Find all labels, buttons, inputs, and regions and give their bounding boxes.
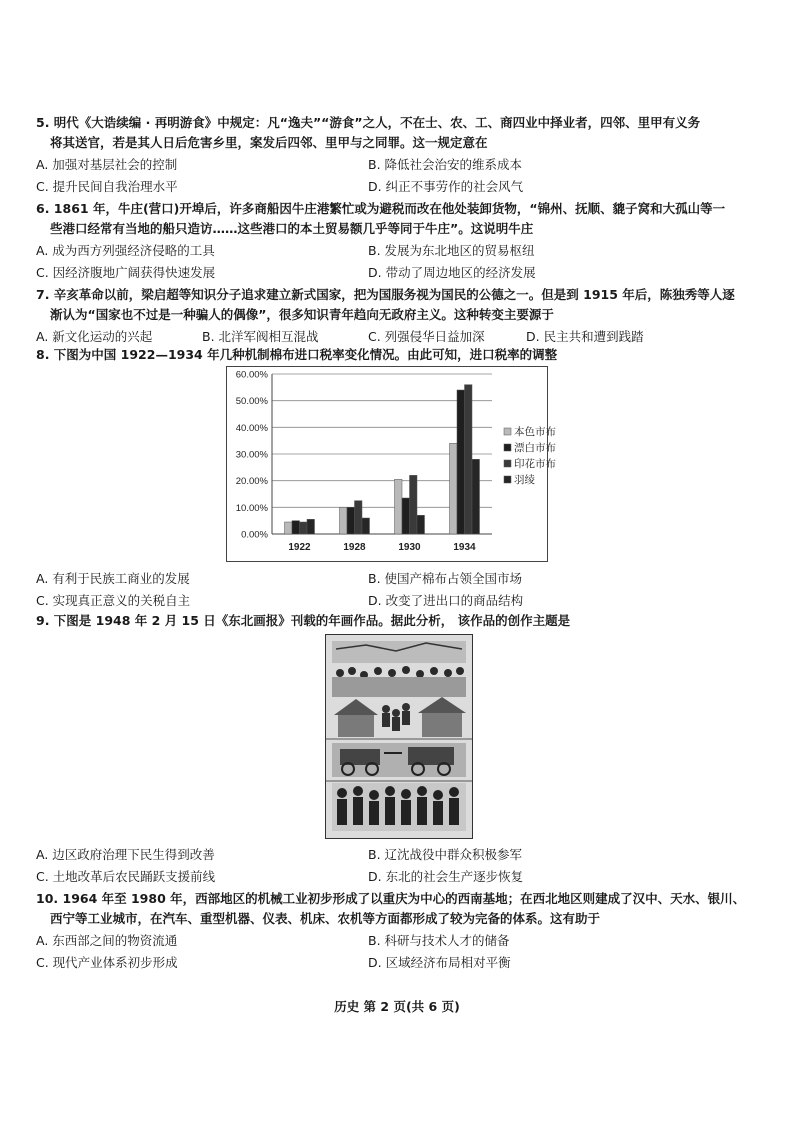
q8-option-b: B. 使国产棉布占领全国市场 [368,571,523,586]
bar-1930-1 [402,498,410,534]
y-tick-label: 40.00% [235,422,268,434]
q8-option-d: D. 改变了进出口的商品结构 [368,593,524,608]
x-tick-label: 1934 [453,542,476,553]
q5-stem-line1: 5. 明代《大诰续编 · 再明游食》中规定：凡“逸夫”“游食”之人，不在士、农、工、商四业中择业者，四邻、里甲有义务 [36,115,701,130]
q6-option-c: C. 因经济腹地广阔获得快速发展 [36,265,216,280]
q10-option-c: C. 现代产业体系初步形成 [36,955,178,970]
woodcut-illustration [326,635,472,838]
tariff-bar-chart [226,366,556,562]
bar-1922-2 [300,522,308,534]
bar-1930-2 [410,475,418,534]
y-tick-label: 0.00% [241,529,268,541]
q7-stem-line1: 7. 辛亥革命以前，梁启超等知识分子追求建立新式国家，把为国服务视为国民的公德之一。但是到 1915 年后，陈独秀等人逐 [36,287,735,302]
bar-1928-3 [362,518,370,534]
q7-option-b: B. 北洋军阀相互混战 [202,329,319,344]
x-tick-label: 1922 [288,542,311,553]
y-tick-label: 60.00% [235,369,268,381]
q5-stem-line2: 将其送官，若是其人日后危害乡里，案发后四邻、里甲与之同罪。这一规定意在 [50,135,488,150]
legend-swatch [504,460,511,467]
bar-1922-3 [307,519,315,534]
q7-option-d: D. 民主共和遭到践踏 [526,329,644,344]
bar-1922-1 [292,521,300,534]
q8-option-c: C. 实现真正意义的关税自主 [36,593,191,608]
q6-stem-line2: 些港口经常有当地的船只造访……这些港口的本土贸易额几乎等同于牛庄”。这说明牛庄 [50,221,534,236]
q9-option-a: A. 边区政府治理下民生得到改善 [36,847,215,862]
legend-label: 漂白市布 [514,442,556,454]
q10-option-d: D. 区域经济布局相对平衡 [368,955,511,970]
q6-option-b: B. 发展为东北地区的贸易枢纽 [368,243,535,258]
bar-1934-1 [457,390,465,534]
q10-stem-line2: 西宁等工业城市，在汽车、重型机器、仪表、机床、农机等方面都形成了较为完备的体系。这有助于 [50,911,601,926]
legend-swatch [504,444,511,451]
bar-1934-2 [465,385,473,534]
chart-frame [227,367,548,562]
q5-option-a: A. 加强对基层社会的控制 [36,157,178,172]
q7-option-a: A. 新文化运动的兴起 [36,329,153,344]
q10-option-b: B. 科研与技术人才的储备 [368,933,510,948]
page-footer: 历史 第 2 页(共 6 页) [334,999,460,1014]
legend-swatch [504,428,511,435]
legend-label: 羽绫 [514,474,535,486]
q10-stem-line1: 10. 1964 年至 1980 年，西部地区的机械工业初步形成了以重庆为中心的西南基地；在西北地区则建成了汉中、天水、银川、 [36,891,746,906]
bar-1922-0 [285,522,293,534]
legend-label: 印花市布 [514,458,556,470]
q9-option-c: C. 土地改革后农民踊跃支援前线 [36,869,216,884]
y-tick-label: 20.00% [235,476,268,488]
bar-1930-0 [395,479,403,534]
new-year-painting-image [325,634,473,839]
legend-label: 本色市布 [514,426,556,438]
q8-stem-line1: 8. 下图为中国 1922—1934 年几种机制棉布进口税率变化情况。由此可知，进口税率的调整 [36,347,558,362]
y-tick-label: 10.00% [235,502,268,514]
bar-1934-0 [450,443,458,534]
q9-stem-line1: 9. 下图是 1948 年 2 月 15 日《东北画报》刊载的年画作品。据此分析， 该作品的创作主题是 [36,613,571,628]
q10-option-a: A. 东西部之间的物资流通 [36,933,178,948]
bar-1930-3 [417,515,425,534]
q9-option-b: B. 辽沈战役中群众积极参军 [368,847,523,862]
q7-stem-line2: 渐认为“国家也不过是一种骗人的偶像”，很多知识青年趋向无政府主义。这种转变主要源于 [50,307,554,322]
q6-stem-line1: 6. 1861 年，牛庄(营口)开埠后，许多商船因牛庄港繁忙或为避税而改在他处装卸货物，“锦州、抚顺、貔子窝和大孤山等一 [36,201,726,216]
q6-option-a: A. 成为西方列强经济侵略的工具 [36,243,215,258]
q9-option-d: D. 东北的社会生产逐步恢复 [368,869,524,884]
q7-option-c: C. 列强侵华日益加深 [368,329,485,344]
chart-svg [226,366,556,562]
x-tick-label: 1928 [343,542,366,553]
legend-swatch [504,476,511,483]
q8-option-a: A. 有利于民族工商业的发展 [36,571,190,586]
y-tick-label: 50.00% [235,396,268,408]
q5-option-b: B. 降低社会治安的维系成本 [368,157,523,172]
bar-1934-3 [472,459,480,534]
x-tick-label: 1930 [398,542,421,553]
bar-1928-2 [355,501,363,534]
q6-option-d: D. 带动了周边地区的经济发展 [368,265,536,280]
q5-option-d: D. 纠正不事劳作的社会风气 [368,179,524,194]
bar-1928-1 [347,507,355,534]
q5-option-c: C. 提升民间自我治理水平 [36,179,178,194]
y-tick-label: 30.00% [235,449,268,461]
bar-1928-0 [340,507,348,534]
